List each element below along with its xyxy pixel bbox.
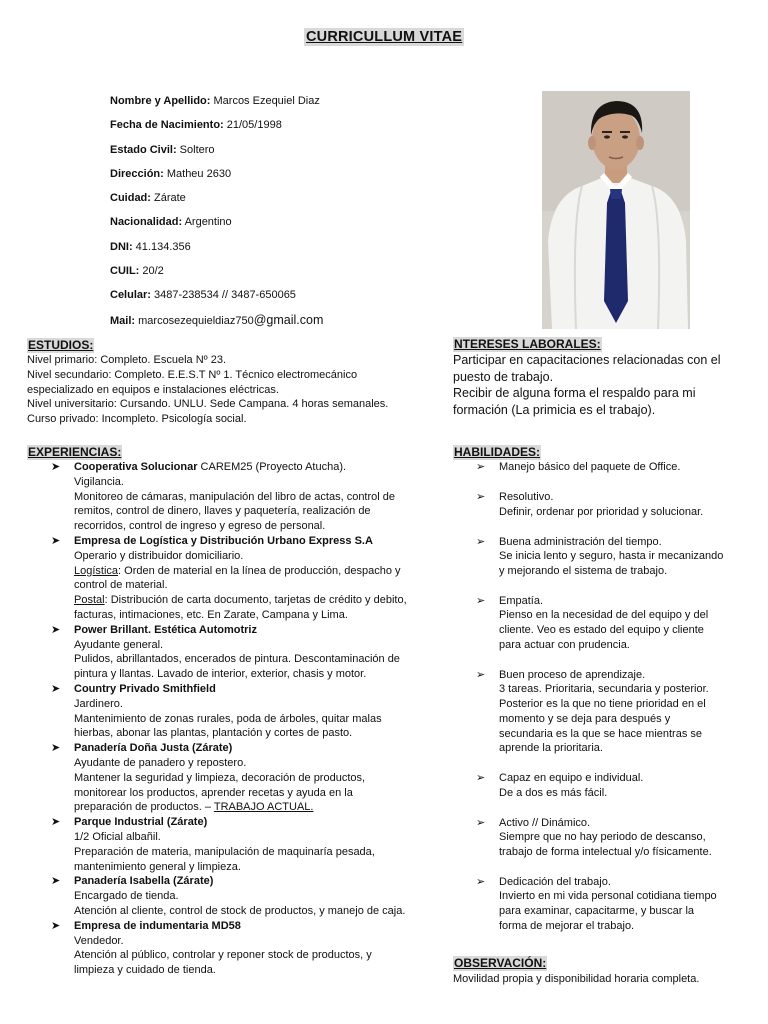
intereses-line: Recibir de alguna forma el respaldo para mi [453, 386, 696, 400]
arrow-bullet-icon: ➢ [476, 816, 486, 829]
arrow-bullet-icon: ➤ [51, 623, 61, 636]
skill-line: para examinar, capacitarme, y buscar la [499, 905, 695, 918]
job-name: Parque Industrial (Zárate) [74, 816, 208, 829]
info-label: Fecha de Nacimiento: [110, 119, 224, 132]
info-value: 21/05/1998 [223, 119, 282, 132]
skill-item [476, 490, 766, 535]
job-line: Monitoreo de cámaras, manipulación del libro de actas, control de [74, 490, 396, 503]
estudios-line: Nivel primario: Completo. Escuela Nº 23. [27, 354, 227, 366]
job-line: : Orden de material en la línea de producción, despacho y [118, 564, 401, 577]
job-line: recorridos, control de ingreso y egreso de personal. [74, 520, 326, 533]
info-value: Marcos Ezequiel Diaz [210, 95, 320, 107]
intereses-line: Participar en capacitaciones relacionadas con el [453, 353, 721, 367]
job-line: : Distribución de carta documento, tarjetas de crédito y debito, [104, 594, 407, 607]
job-line: facturas, intimaciones, etc. En Zarate, Campana y Lima. [74, 608, 348, 621]
skill-item [476, 816, 766, 875]
mail-domain: @gmail.com [253, 312, 324, 327]
skill-item [476, 460, 766, 490]
job-line: Ayudante general. [74, 638, 164, 651]
arrow-bullet-icon: ➢ [476, 594, 486, 607]
arrow-bullet-icon: ➢ [476, 491, 486, 503]
arrow-bullet-icon: ➤ [51, 919, 61, 932]
info-row-address [110, 166, 323, 190]
habilidades-list [476, 460, 766, 934]
job-sub-label: Postal [74, 594, 105, 607]
personal-info [110, 93, 323, 336]
habilidades-heading: HABILIDADES: [454, 445, 540, 459]
job-sub-label: Logística [74, 564, 119, 577]
job-line: Ayudante de panadero y repostero. [74, 756, 247, 769]
skill-line: Buen proceso de aprendizaje. [499, 668, 646, 681]
skill-line: momento y se deja para después y [499, 712, 671, 725]
job-item [27, 741, 452, 815]
job-line: Encargado de tienda. [74, 890, 179, 903]
skill-item [476, 875, 766, 934]
job-name-suffix: CAREM25 (Proyecto Atucha). [197, 461, 347, 473]
experiencias-heading: EXPERIENCIAS: [28, 445, 122, 459]
info-value: Zárate [150, 192, 186, 205]
intereses-block [453, 352, 721, 418]
skill-line: Capaz en equipo e individual. [499, 772, 644, 784]
estudios-heading: ESTUDIOS: [28, 338, 94, 352]
job-name: Empresa de indumentaria MD58 [74, 919, 241, 932]
intereses-heading: NTERESES LABORALES: [454, 337, 601, 351]
arrow-bullet-icon: ➤ [51, 461, 61, 473]
skill-line: Posterior es la que no tiene prioridad en el [499, 698, 706, 711]
arrow-bullet-icon: ➤ [51, 682, 61, 695]
skill-line: Empatía. [499, 594, 544, 607]
info-row-birthdate [110, 117, 323, 141]
arrow-bullet-icon: ➢ [476, 772, 486, 784]
info-row-mail [110, 312, 323, 336]
job-line: Preparación de materia, manipulación de maquinaría pesada, [74, 845, 375, 858]
job-name: Cooperativa Solucionar [74, 461, 198, 473]
job-name: Panadería Doña Justa (Zárate) [74, 742, 233, 755]
job-item [27, 874, 452, 918]
info-row-city [110, 190, 323, 214]
job-line: remitos, control de dinero, llaves y paquetería, realización de [74, 505, 371, 518]
info-label: Nacionalidad: [110, 216, 183, 229]
skill-line: Definir, ordenar por prioridad y solucionar. [499, 505, 704, 518]
job-name: Empresa de Logística y Distribución Urbano Express S.A [74, 534, 373, 547]
job-line: Vigilancia. [74, 475, 124, 488]
info-value: Matheu 2630 [163, 167, 232, 180]
arrow-bullet-icon: ➢ [476, 535, 486, 548]
profile-photo [542, 91, 690, 329]
skill-line: cliente. Veo es estado del equipo y cliente [499, 624, 704, 637]
job-name: Power Brillant. Estética Automotriz [74, 623, 257, 636]
observacion-text: Movilidad propia y disponibilidad horaria completa. [453, 973, 700, 985]
info-row-nationality [110, 214, 323, 238]
info-label: Nombre y Apellido: [110, 95, 211, 107]
job-line: Mantener la seguridad y limpieza, decoración de productos, [74, 771, 366, 784]
job-item [27, 534, 452, 623]
intereses-line: puesto de trabajo. [453, 369, 554, 384]
arrow-bullet-icon: ➢ [476, 875, 486, 888]
info-label: Estado Civil: [110, 143, 177, 156]
skill-line: Manejo básico del paquete de Office. [499, 461, 681, 473]
job-item [27, 815, 452, 874]
job-item [27, 623, 452, 682]
info-value: marcosezequieldiaz750 [135, 314, 254, 327]
skill-line: Buena administración del tiempo. [499, 535, 662, 548]
arrow-bullet-icon: ➤ [51, 816, 61, 829]
arrow-bullet-icon: ➢ [476, 668, 486, 681]
skill-line: para actuar con prudencia. [499, 638, 630, 651]
info-label: CUIL: [110, 265, 140, 278]
arrow-bullet-icon: ➢ [476, 461, 486, 473]
current-job-label: TRABAJO ACTUAL. [213, 801, 314, 814]
job-item [27, 919, 452, 978]
job-line: Atención al cliente, control de stock de productos, y manejo de caja. [74, 904, 406, 917]
skill-line: Se inicia lento y seguro, hasta ir mecanizando [499, 550, 724, 563]
observacion-heading: OBSERVACIÓN: [454, 956, 547, 970]
job-line: hierbas, abonar las plantas, plantación y cortes de pasto. [74, 727, 353, 740]
info-label: Cuidad: [110, 192, 151, 205]
info-label: Mail: [110, 314, 136, 327]
job-line: monitorear los productos, aprender recetas y ayuda en la [74, 786, 353, 799]
info-value: 41.134.356 [132, 240, 191, 253]
job-line: Jardinero. [74, 697, 123, 710]
info-value: 20/2 [139, 265, 164, 278]
estudios-line: Curso privado: Incompleto. Psicología social. [27, 413, 247, 426]
skill-line: 3 tareas. Prioritaria, secundaria y posterior. [499, 683, 709, 696]
job-line: Vendedor. [74, 934, 124, 947]
skill-line: Invierto en mi vida personal cotidiana tiempo [499, 890, 717, 903]
skill-line: y mejorando el sistema de trabajo. [499, 565, 668, 578]
skill-line: De a dos es más fácil. [499, 786, 608, 799]
skill-item [476, 668, 766, 772]
skill-line: trabajo de forma intelectual y/o físicamente. [499, 846, 712, 859]
skill-line: Siempre que no hay periodo de descanso, [499, 831, 706, 844]
job-line: Mantenimiento de zonas rurales, poda de árboles, quitar malas [74, 712, 382, 725]
info-value: Argentino [182, 216, 232, 229]
info-row-phone [110, 287, 323, 311]
skill-item [476, 535, 766, 594]
job-line: pintura y llantas. Lavado de interior, exterior, chasis y motor. [74, 668, 367, 681]
page-title: CURRICULLUM VITAE [306, 29, 463, 45]
intereses-line: formación (La primicia es el trabajo). [453, 402, 656, 417]
estudios-line: Nivel secundario: Completo. E.E.S.T Nº 1. Técnico electromecánico [27, 368, 358, 381]
estudios-block [27, 353, 388, 427]
job-line: mantenimiento general y limpieza. [74, 860, 241, 873]
skill-line: secundaria es la que se hace mientras se [499, 727, 703, 740]
skill-item [476, 771, 766, 816]
job-item [27, 682, 452, 741]
skill-line: Activo // Dinámico. [499, 816, 591, 829]
skill-line: forma de mejorar el trabajo. [499, 919, 635, 932]
experiencias-list [27, 460, 452, 978]
skill-line: aprende la prioritaria. [499, 742, 603, 755]
job-line: limpieza y cuidado de tienda. [74, 964, 216, 977]
job-name: Panadería Isabella (Zárate) [74, 875, 214, 888]
info-value: Soltero [176, 143, 215, 156]
arrow-bullet-icon: ➤ [51, 534, 61, 547]
job-line: Operario y distribuidor domiciliario. [74, 549, 244, 562]
skill-line: Pienso en la necesidad de del equipo y del [499, 609, 709, 622]
info-row-name [110, 93, 323, 117]
job-name: Country Privado Smithfield [74, 682, 216, 695]
skill-line: Dedicación del trabajo. [499, 875, 611, 888]
job-line: Atención al público, controlar y reponer stock de productos, y [74, 949, 372, 962]
info-row-cuil [110, 263, 323, 287]
arrow-bullet-icon: ➤ [51, 742, 61, 755]
arrow-bullet-icon: ➤ [51, 875, 61, 888]
info-row-dni [110, 239, 323, 263]
skill-line: Resolutivo. [499, 491, 554, 503]
info-value: 3487-238534 // 3487-650065 [150, 289, 296, 302]
job-item [27, 460, 452, 534]
info-label: Dirección: [110, 167, 164, 180]
job-line: preparación de productos. – [74, 801, 214, 814]
info-label: DNI: [110, 240, 133, 253]
job-line: 1/2 Oficial albañil. [74, 830, 161, 843]
estudios-line: especializado en equipos e instalaciones eléctricas. [27, 383, 279, 396]
job-line: Pulidos, abrillantados, encerados de pintura. Descontaminación de [74, 653, 400, 666]
info-label: Celular: [110, 289, 151, 302]
estudios-line: Nivel universitario: Cursando. UNLU. Sede Campana. 4 horas semanales. [27, 398, 389, 411]
skill-item [476, 594, 766, 668]
job-line: control de material. [74, 579, 168, 592]
info-row-civil-status [110, 142, 323, 166]
